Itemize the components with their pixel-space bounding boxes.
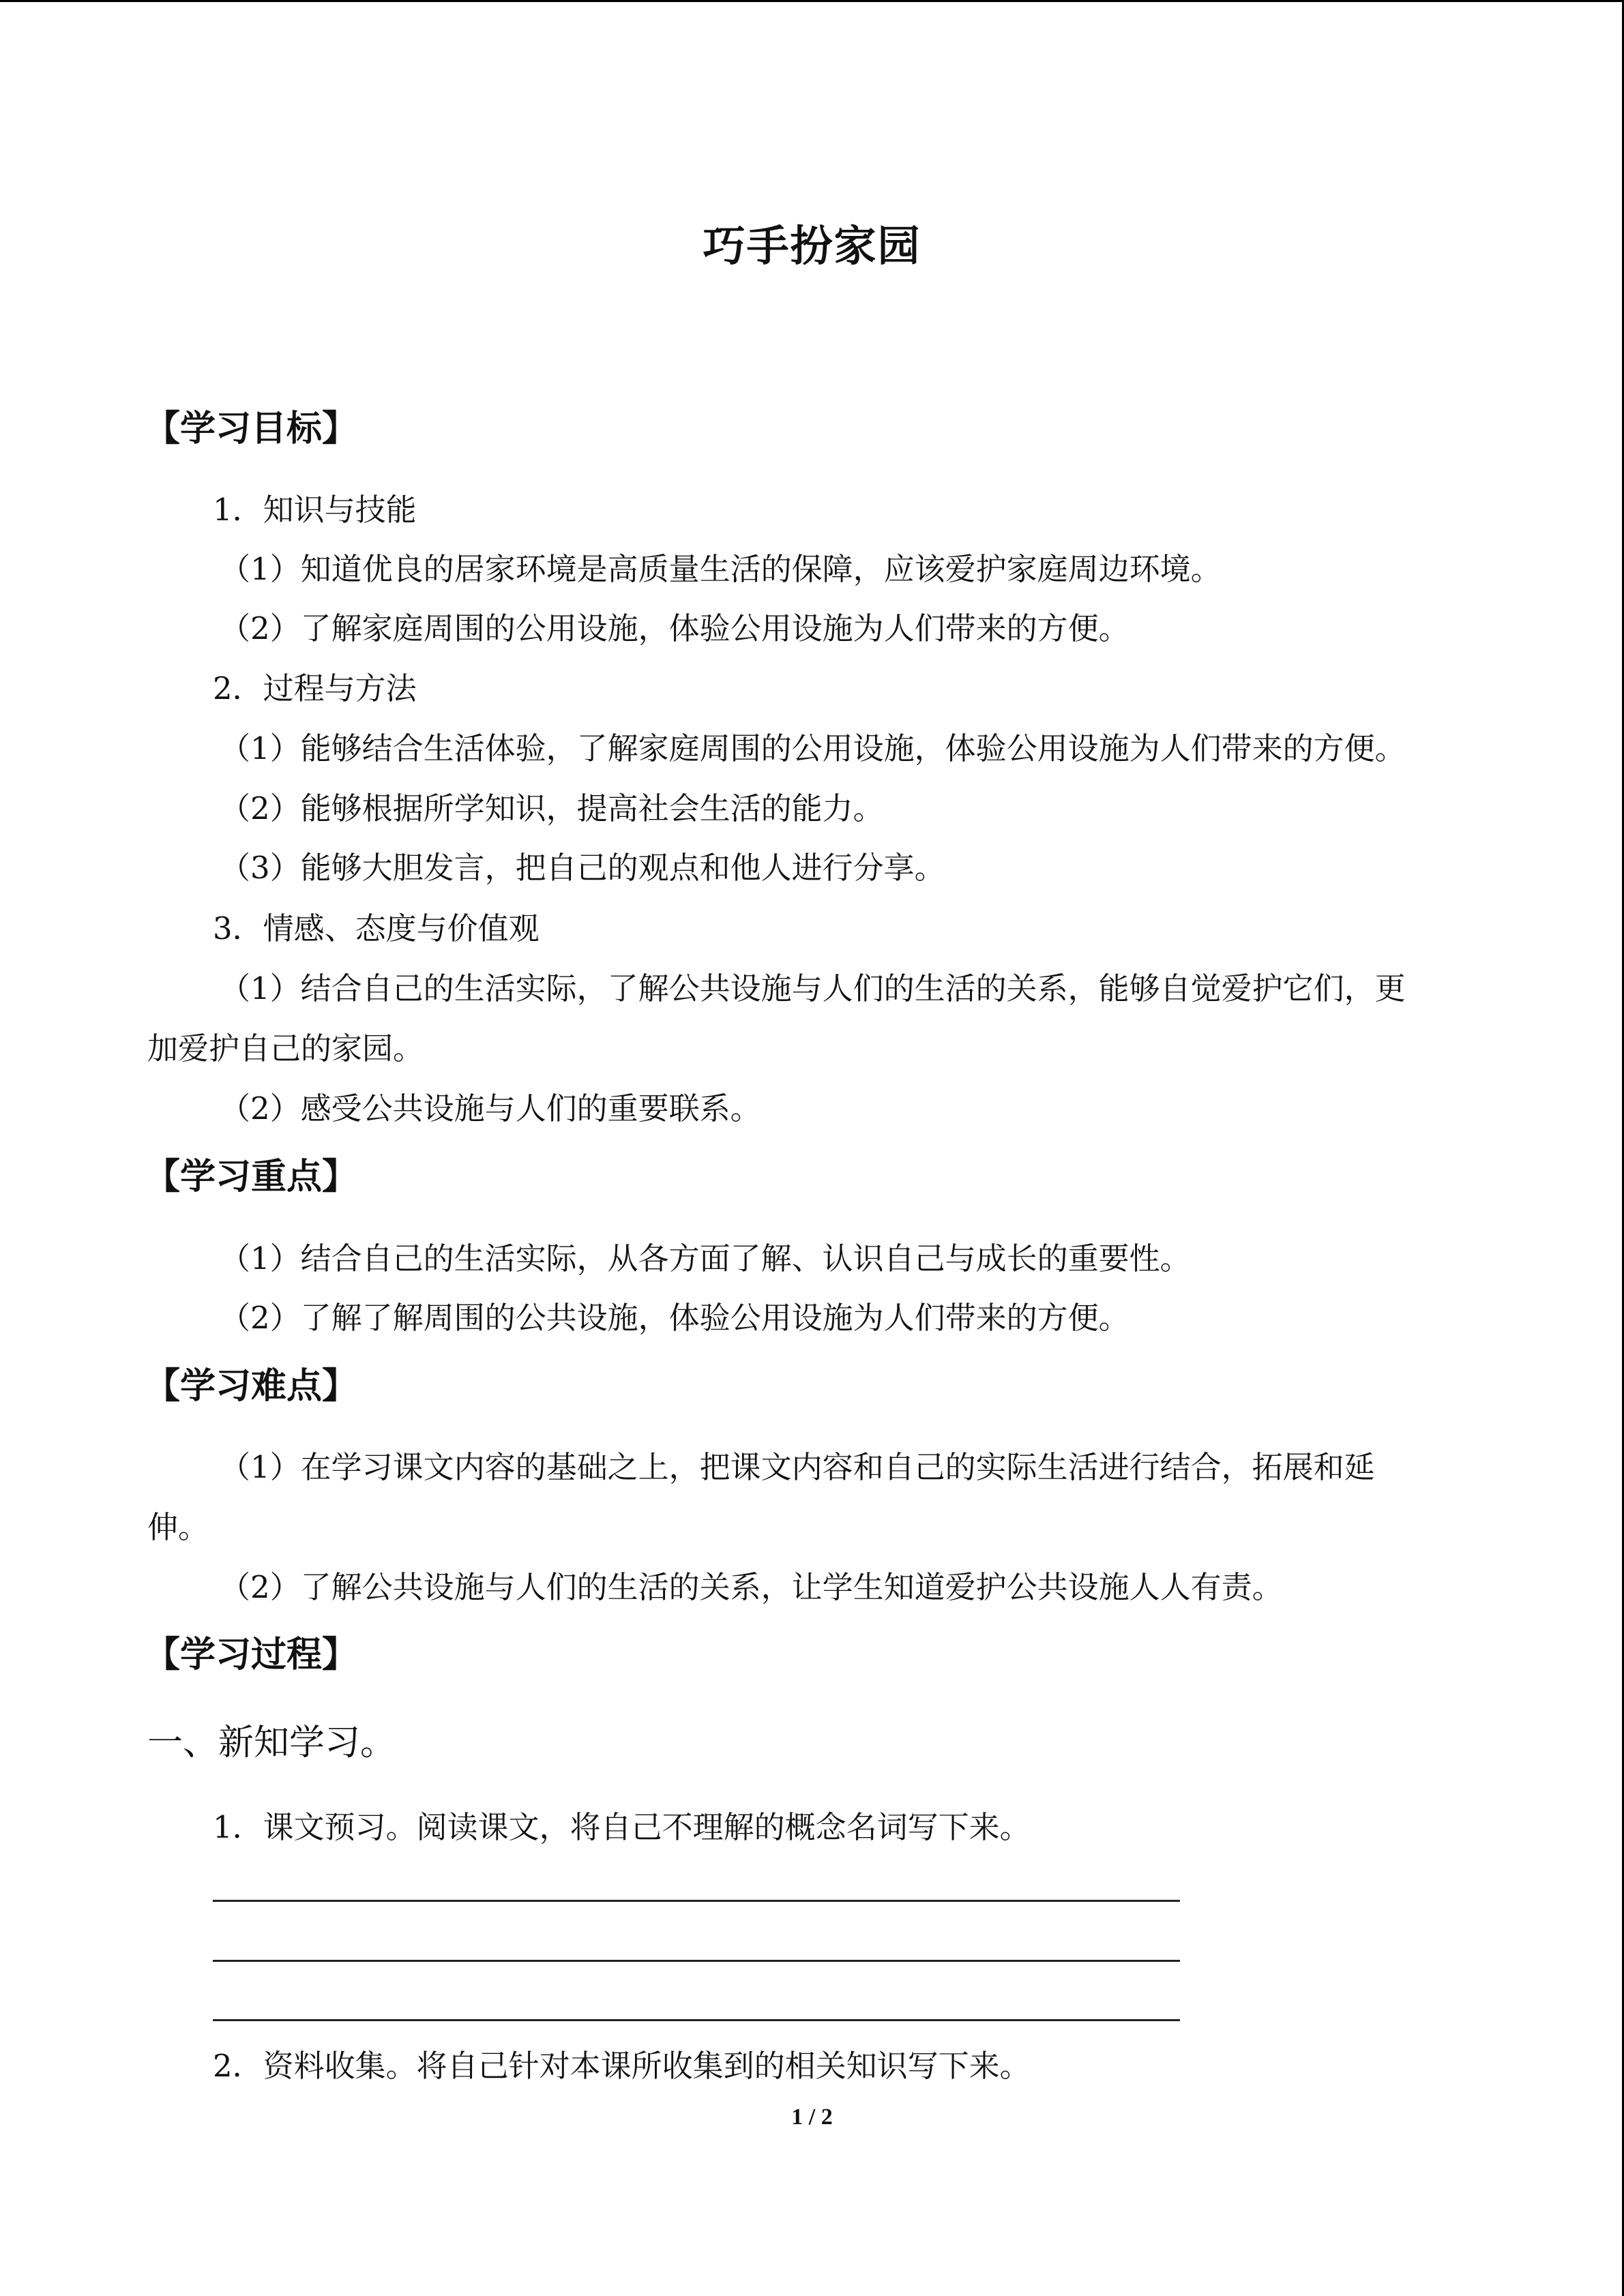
difficulty-item-continued: 伸。	[147, 1509, 209, 1545]
answer-blank-line	[213, 1900, 1180, 1902]
section-heading-goals: 【学习目标】	[145, 408, 358, 449]
key-point-item: （2）了解了解周围的公共设施，体验公用设施为人们带来的方便。	[220, 1300, 1130, 1336]
difficulty-item: （1）在学习课文内容的基础之上，把课文内容和自己的实际生活进行结合，拓展和延	[220, 1449, 1375, 1485]
section-heading-key-points: 【学习重点】	[145, 1156, 358, 1197]
page-number: 1 / 2	[791, 2104, 833, 2130]
goal-item: （2）了解家庭周围的公用设施，体验公用设施为人们带来的方便。	[220, 610, 1130, 646]
goal-item: （2）能够根据所学知识，提高社会生活的能力。	[220, 790, 884, 826]
goal-knowledge-skills: 1．知识与技能	[213, 492, 417, 528]
goal-item: （1）结合自己的生活实际，了解公共设施与人们的生活的关系，能够自觉爱护它们，更	[220, 970, 1406, 1007]
difficulty-item: （2）了解公共设施与人们的生活的关系，让学生知道爱护公共设施人人有责。	[220, 1569, 1283, 1605]
answer-blank-line	[213, 1960, 1180, 1962]
task-preview: 1．课文预习。阅读课文，将自己不理解的概念名词写下来。	[213, 1809, 1031, 1845]
section-heading-process: 【学习过程】	[145, 1634, 358, 1675]
goal-item: （1）能够结合生活体验，了解家庭周围的公用设施，体验公用设施为人们带来的方便。	[220, 730, 1406, 766]
key-point-item: （1）结合自己的生活实际，从各方面了解、认识自己与成长的重要性。	[220, 1240, 1191, 1277]
part-one-heading: 一、新知学习。	[147, 1723, 396, 1763]
goal-item: （1）知道优良的居家环境是高质量生活的保障，应该爱护家庭周边环境。	[220, 551, 1222, 587]
section-heading-difficulties: 【学习难点】	[145, 1365, 358, 1407]
answer-blank-line	[213, 2019, 1180, 2021]
task-material-collection: 2．资料收集。将自己针对本课所收集到的相关知识写下来。	[213, 2048, 1031, 2084]
goal-process-method: 2．过程与方法	[213, 670, 417, 706]
goal-item: （3）能够大胆发言，把自己的观点和他人进行分享。	[220, 850, 945, 886]
page-title: 巧手扮家园	[703, 221, 921, 271]
goal-item: （2）感受公共设施与人们的重要联系。	[220, 1090, 761, 1127]
goal-emotion-values: 3．情感、态度与价值观	[213, 910, 540, 946]
goal-item-continued: 加爱护自己的家园。	[147, 1030, 424, 1067]
